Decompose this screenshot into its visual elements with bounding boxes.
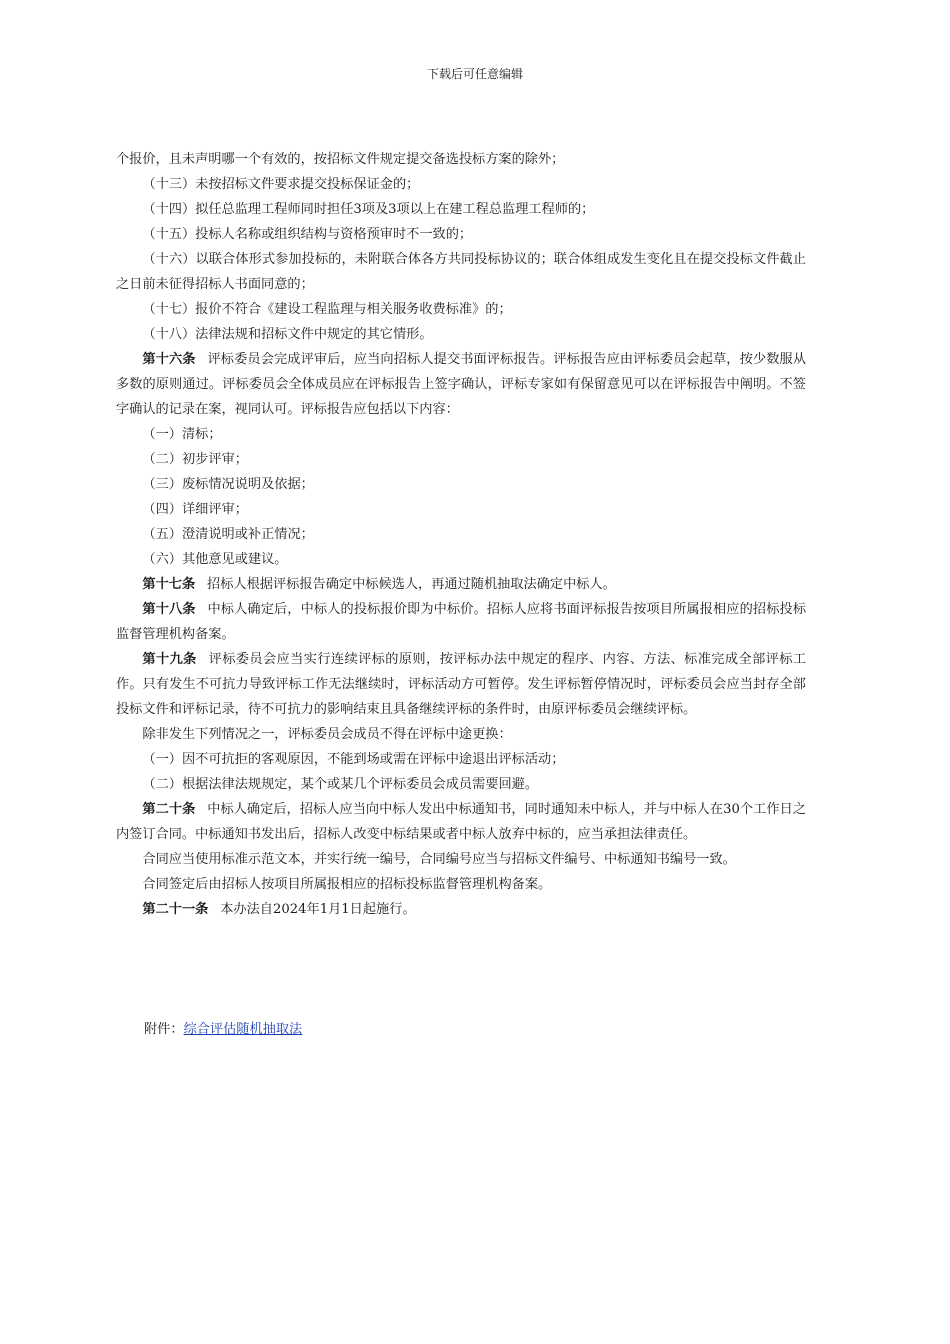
list-item: （六）其他意见或建议。	[142, 552, 288, 567]
list-item: （一）清标；	[142, 427, 222, 442]
article-17	[116, 572, 806, 597]
article-text: 招标人根据评标报告确定中标候选人，再通过随机抽取法确定中标人。	[207, 577, 616, 592]
list-item: （十七）报价不符合《建设工程监理与相关服务收费标准》的；	[142, 302, 512, 317]
paragraph: 合同应当使用标准示范文本，并实行统一编号，合同编号应当与招标文件编号、中标通知书编号一致。	[142, 852, 736, 867]
article-text: 本办法自2024年1月1日起施行。	[220, 902, 416, 917]
article-20	[116, 797, 806, 847]
list-item: （十八）法律法规和招标文件中规定的其它情形。	[142, 327, 433, 342]
article-21	[116, 897, 806, 922]
article-text: 中标人确定后，中标人的投标报价即为中标价。招标人应将书面评标报告按项目所属报相应的招标投标监督管理机构备案。	[116, 602, 807, 642]
article-text: 中标人确定后，招标人应当向中标人发出中标通知书，同时通知未中标人，并与中标人在30个工作日之内签订合同。中标通知书发出后，招标人改变中标结果或者中标人放弃中标的，应当承担法律责任。	[116, 802, 807, 842]
article-16	[116, 347, 806, 422]
paragraph: 合同签定后由招标人按项目所属报相应的招标投标监督管理机构备案。	[142, 877, 552, 892]
list-item: （五）澄清说明或补正情况；	[142, 527, 314, 542]
list-item: （二）根据法律法规规定，某个或某几个评标委员会成员需要回避。	[142, 777, 539, 792]
list-item: （十六）以联合体形式参加投标的，未附联合体各方共同投标协议的；联合体组成发生变化且在提交投标文件截止之日前未征得招标人书面同意的；	[116, 252, 806, 292]
article-title: 第十八条	[142, 602, 196, 617]
list-item: （四）详细评审；	[142, 502, 248, 517]
attachment-label: 附件：	[144, 1022, 184, 1037]
list-item: （十四）拟任总监理工程师同时担任3项及3项以上在建工程总监理工程师的；	[142, 202, 595, 217]
paragraph: 除非发生下列情况之一，评标委员会成员不得在评标中途更换：	[142, 727, 512, 742]
page-header: 下载后可任意编辑	[426, 67, 523, 81]
article-19	[116, 647, 806, 722]
article-text: 评标委员会应当实行连续评标的原则，按评标办法中规定的程序、内容、方法、标准完成全部评标工作。只有发生不可抗力导致评标工作无法继续时，评标活动方可暂停。发生评标暂停情况时，评标委员会应当封存全部投标文件和评标记录，待不可抗力的影响结束且具备继续评标的条件时，由原评标委员会继续评标。	[116, 652, 807, 717]
list-item: （十三）未按招标文件要求提交投标保证金的；	[142, 177, 420, 192]
attachment-line	[144, 1017, 302, 1042]
article-title: 第十七条	[142, 577, 196, 592]
list-item: （十五）投标人名称或组织结构与资格预审时不一致的；	[142, 227, 473, 242]
article-text: 评标委员会完成评审后，应当向招标人提交书面评标报告。评标报告应由评标委员会起草，按少数服从多数的原则通过。评标委员会全体成员应在评标报告上签字确认，评标专家如有保留意见可以在评标报告中阐明。不签字确认的记录在案，视同认可。评标报告应包括以下内容：	[116, 352, 807, 417]
paragraph: 个报价，且未声明哪一个有效的，按招标文件规定提交备选投标方案的除外；	[116, 152, 565, 167]
article-title: 第十六条	[142, 352, 196, 367]
attachment-link[interactable]: 综合评估随机抽取法	[183, 1022, 303, 1037]
list-item: （一）因不可抗拒的客观原因，不能到场或需在评标中途退出评标活动；	[142, 752, 565, 767]
article-18	[116, 597, 806, 647]
article-title: 第二十一条	[142, 902, 209, 917]
list-item: （二）初步评审；	[142, 452, 248, 467]
document-body	[116, 147, 806, 922]
article-title: 第二十条	[142, 802, 196, 817]
article-title: 第十九条	[142, 652, 197, 667]
list-item: （三）废标情况说明及依据；	[142, 477, 314, 492]
